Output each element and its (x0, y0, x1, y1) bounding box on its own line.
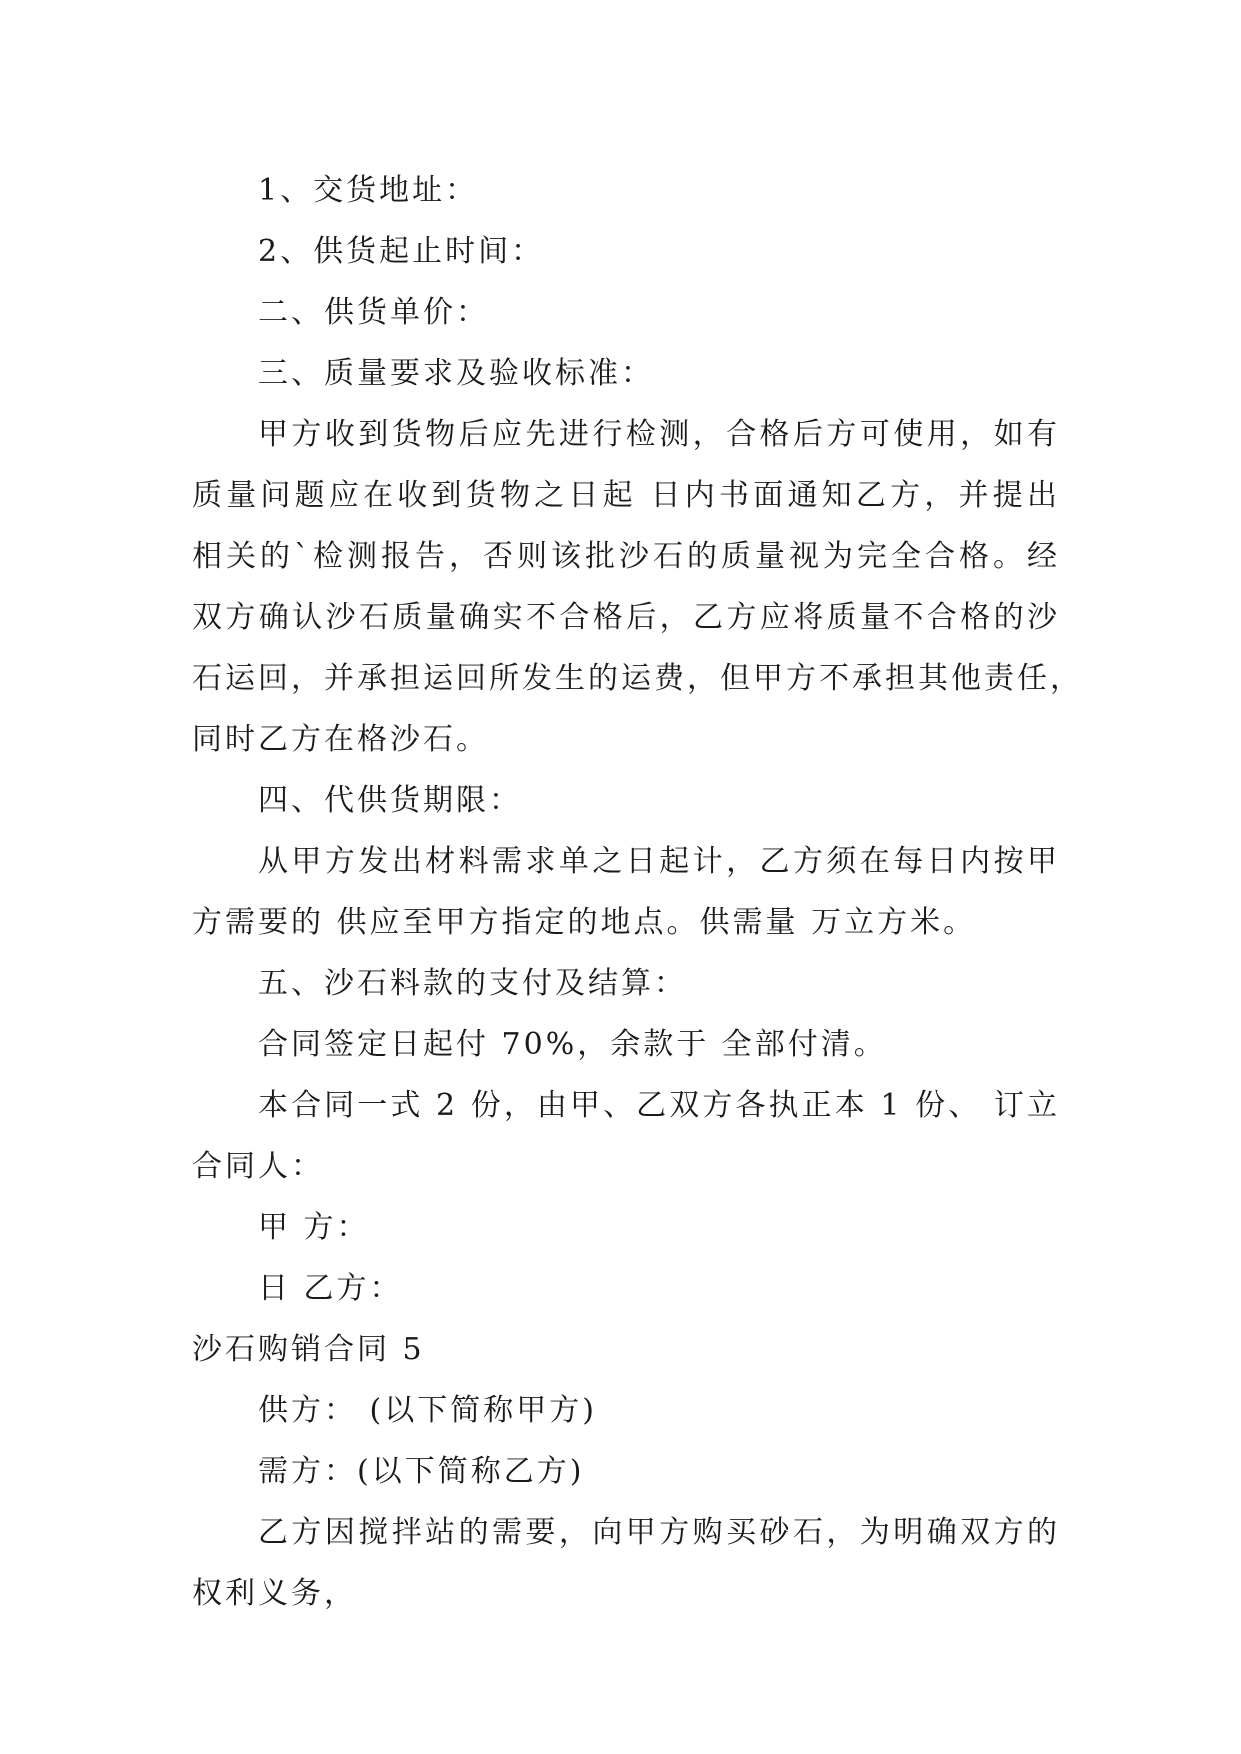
section-heading: 四、代供货期限： (258, 783, 522, 818)
signature-line-party-a: 甲 方： (258, 1210, 370, 1245)
document-body (192, 160, 1083, 1624)
text-line: 本合同一式 2 份，由甲、乙双方各执正本 1 份、 订立 (258, 1088, 1060, 1123)
text-line: 方需要的 供应至甲方指定的地点。供需量 万立方米。 (192, 905, 977, 940)
text-line: 石运回，并承担运回所发生的运费，但甲方不承担其他责任， (192, 661, 1083, 696)
supplier-line: 供方： (以下简称甲方) (258, 1393, 597, 1428)
signature-line-party-b: 日 乙方： (258, 1271, 403, 1306)
text-line: 权利义务， (192, 1576, 357, 1611)
buyer-line: 需方：(以下简称乙方) (258, 1454, 585, 1489)
section-heading: 三、质量要求及验收标准： (258, 356, 654, 391)
text-line: 甲方收到货物后应先进行检测，合格后方可使用，如有 (258, 417, 1060, 452)
text-line: 相关的`检测报告，否则该批沙石的质量视为完全合格。经 (192, 539, 1060, 574)
text-line: 同时乙方在格沙石。 (192, 722, 489, 757)
text-line: 合同人： (192, 1149, 324, 1184)
text-line: 双方确认沙石质量确实不合格后，乙方应将质量不合格的沙 (192, 600, 1060, 635)
text-line: 合同签定日起付 70%，余款于 全部付清。 (258, 1027, 887, 1062)
section-heading: 五、沙石料款的支付及结算： (258, 966, 687, 1001)
text-line: 从甲方发出材料需求单之日起计，乙方须在每日内按甲 (258, 844, 1060, 879)
text-line: 乙方因搅拌站的需要，向甲方购买砂石，为明确双方的 (258, 1515, 1060, 1550)
text-line: 1、交货地址： (258, 173, 479, 208)
text-line: 2、供货起止时间： (258, 234, 545, 269)
text-line: 质量问题应在收到货物之日起 日内书面通知乙方，并提出 (192, 478, 1060, 513)
contract-title: 沙石购销合同 5 (192, 1332, 425, 1367)
section-heading: 二、供货单价： (258, 295, 489, 330)
